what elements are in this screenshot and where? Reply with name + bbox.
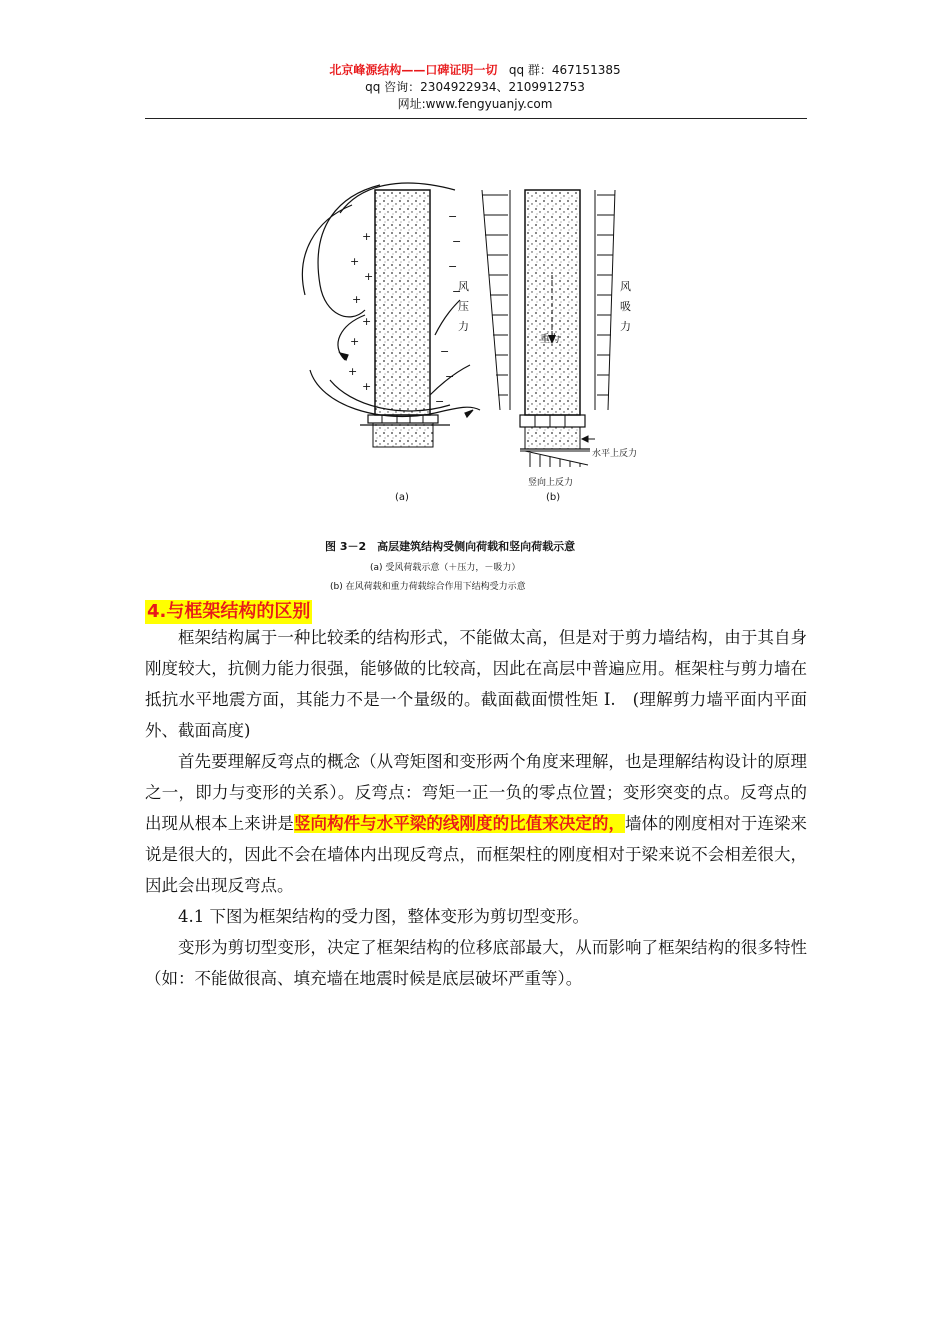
svg-text:+: +: [348, 365, 358, 378]
svg-text:−: −: [448, 260, 458, 273]
figure-3-2: [270, 175, 690, 595]
svg-text:−: −: [452, 235, 462, 248]
svg-text:−: −: [452, 285, 462, 298]
figure-caption-title: 图 3－2 高层建筑结构受侧向荷载和竖向荷载示意: [325, 540, 576, 553]
section-title: 4.与框架结构的区别: [147, 601, 311, 622]
svg-text:+: +: [350, 255, 360, 268]
svg-text:压: 压: [458, 300, 469, 313]
brand-slogan: 北京峰源结构——口碑证明一切: [329, 63, 498, 77]
svg-text:+: +: [362, 380, 372, 393]
svg-text:+: +: [352, 293, 362, 306]
svg-text:力: 力: [620, 320, 631, 333]
paragraph-2: [145, 746, 807, 901]
svg-text:风: 风: [458, 280, 469, 293]
paragraph-4: 变形为剪切型变形，决定了框架结构的位移底部最大，从而影响了框架结构的很多特性（如：不能做很高、填充墙在地震时候是底层破坏严重等）。: [145, 938, 807, 988]
svg-text:力: 力: [458, 320, 469, 333]
right-load-profile: [595, 190, 615, 410]
wind-pressure-label: [458, 280, 469, 333]
svg-text:+: +: [362, 315, 372, 328]
load-diagram: [270, 175, 690, 595]
qq-group: qq 群：467151385: [508, 63, 621, 77]
paragraph-1: 框架结构属于一种比较柔的结构形式，不能做太高，但是对于剪力墙结构，由于其自身刚度较大，抗侧力能力很强，能够做的比较高，因此在高层中普遍应用。框架柱与剪力墙在抵抗水平地震方面，其能力不是一个量级的。截面截面惯性矩 I. (理解剪力墙平面内平面外、截面高度): [145, 628, 807, 740]
horizontal-reaction-label: 水平上反力: [592, 449, 638, 459]
gravity-label: 重力: [540, 334, 560, 345]
figure-caption-b: (b) 在风荷载和重力荷载综合作用下结构受力示意: [330, 582, 526, 592]
svg-text:−: −: [440, 345, 450, 358]
header-line-1: [0, 62, 950, 79]
svg-text:+: +: [364, 270, 374, 283]
figure-caption-a: (a) 受风荷载示意（＋压力，－吸力）: [370, 563, 521, 573]
svg-text:风: 风: [620, 280, 631, 293]
vertical-reaction-label: 竖向上反力: [528, 478, 574, 488]
section-body: [145, 622, 807, 994]
paragraph-2-before: 首先要理解反弯点的概念（从弯矩图和变形两个角度来理解，也是理解结构设计的原理之一，即力与变形的关系）。反弯点：弯矩一正一负的零点位置；变形突变的点。反弯点的出现从根本上来讲是: [145, 752, 807, 833]
paragraph-2-after: 墙体的刚度相对于连梁来说是很大的，因此不会在墙体内出现反弯点，而框架柱的刚度相对于梁来说不会相差很大，因此会出现反弯点。: [145, 814, 808, 895]
qq-consult: qq 咨询：2304922934、2109912753: [365, 80, 585, 94]
header-divider: [145, 118, 807, 119]
label-a: (a): [395, 492, 409, 503]
svg-text:吸: 吸: [620, 300, 631, 313]
building-b: [520, 190, 590, 449]
wind-suction-label: [620, 280, 631, 333]
label-b: (b): [546, 492, 561, 503]
svg-text:+: +: [350, 335, 360, 348]
paragraph-2-highlight: 竖向构件与水平梁的线刚度的比值来决定的，: [293, 814, 625, 833]
page-header: [0, 62, 950, 113]
paragraph-3: 4.1 下图为框架结构的受力图，整体变形为剪切型变形。: [178, 907, 589, 926]
svg-text:−: −: [445, 370, 455, 383]
svg-text:−: −: [448, 210, 458, 223]
svg-text:−: −: [435, 395, 445, 408]
svg-text:+: +: [362, 230, 372, 243]
left-load-profile: [482, 190, 510, 410]
website: 网址:www.fengyuanjy.com: [397, 97, 553, 111]
